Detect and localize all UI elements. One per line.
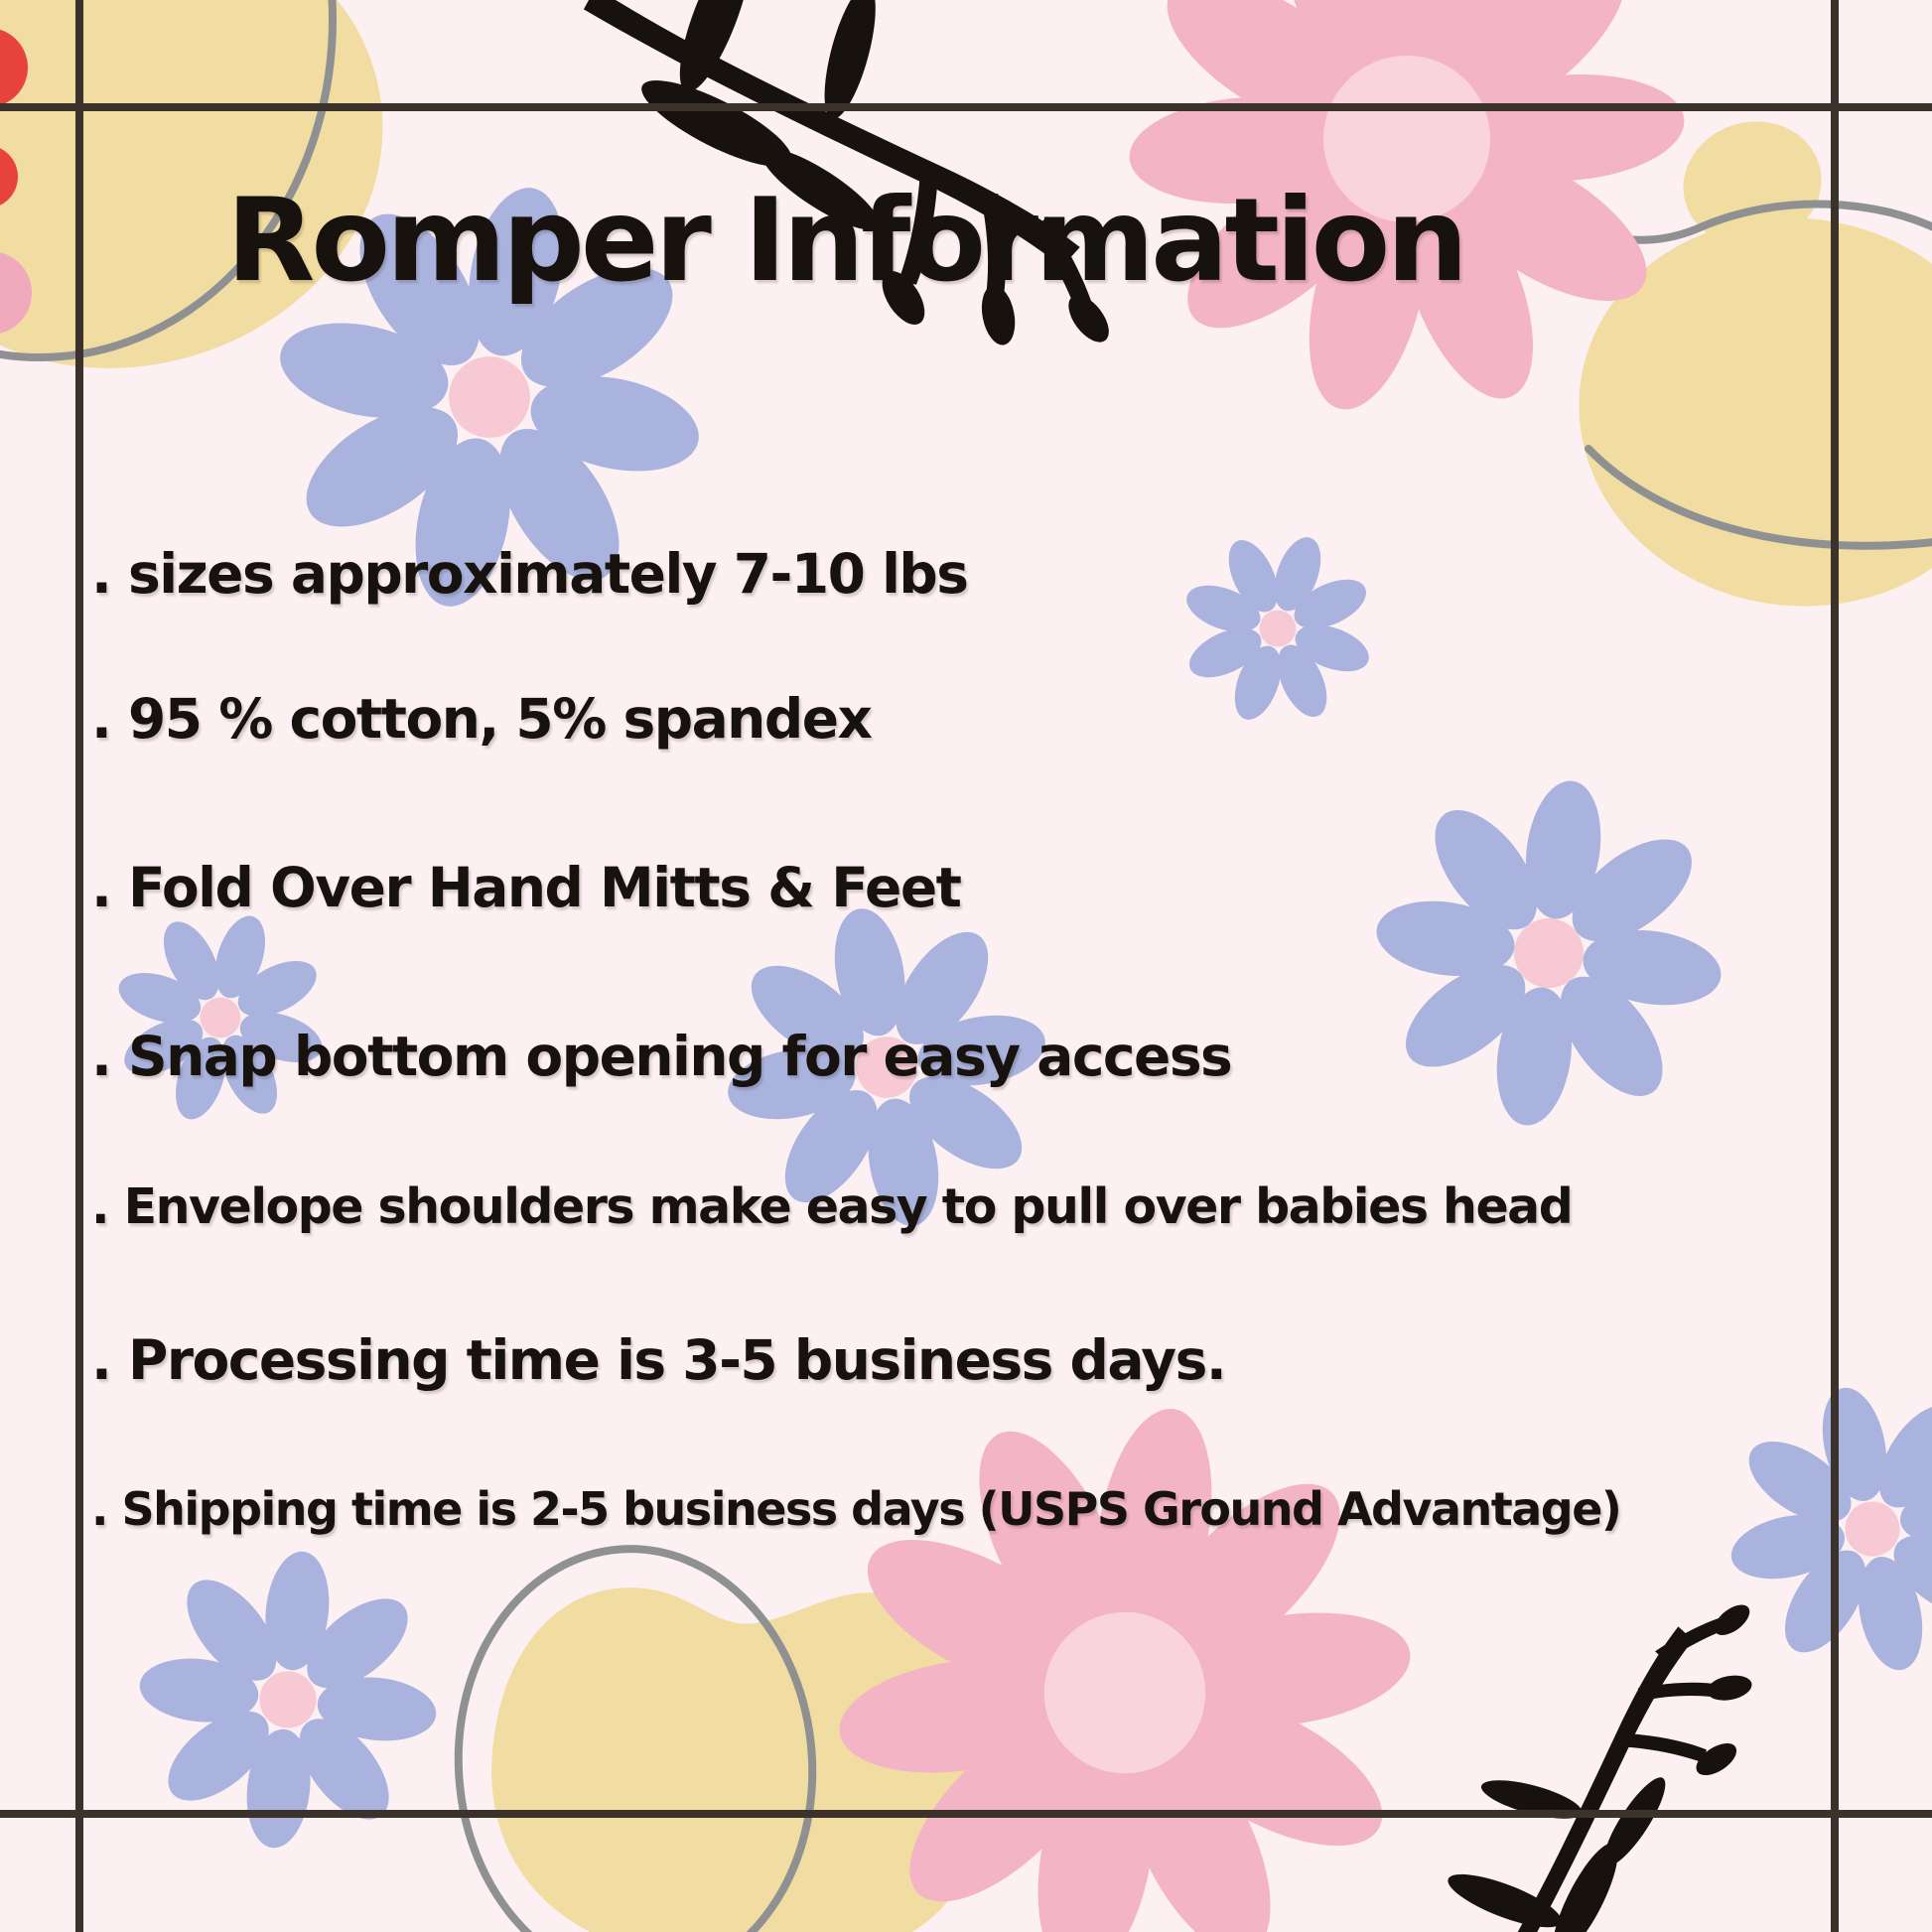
bullet-line-sizes: . sizes approximately 7-10 lbs	[91, 542, 968, 606]
daisy-flower-icon	[1155, 505, 1402, 753]
bullet-line-mitts: . Fold Over Hand Mitts & Feet	[91, 856, 961, 919]
bullet-line-processing: . Processing time is 3-5 business days.	[91, 1328, 1226, 1392]
daisy-flower-icon	[86, 884, 354, 1152]
bullet-line-shoulders: . Envelope shoulders make easy to pull over babies head	[91, 1178, 1573, 1235]
bullet-line-snaps: . Snap bottom opening for easy access	[91, 1025, 1232, 1088]
daisy-flower-icon	[1352, 757, 1744, 1149]
bullet-line-fabric: . 95 % cotton, 5% spandex	[91, 687, 872, 751]
page-title: Romper Information	[226, 174, 1464, 308]
daisy-flower-icon	[1702, 1358, 1932, 1700]
bullet-line-shipping: . Shipping time is 2-5 business days (USPS Ground Advantage)	[91, 1482, 1621, 1536]
